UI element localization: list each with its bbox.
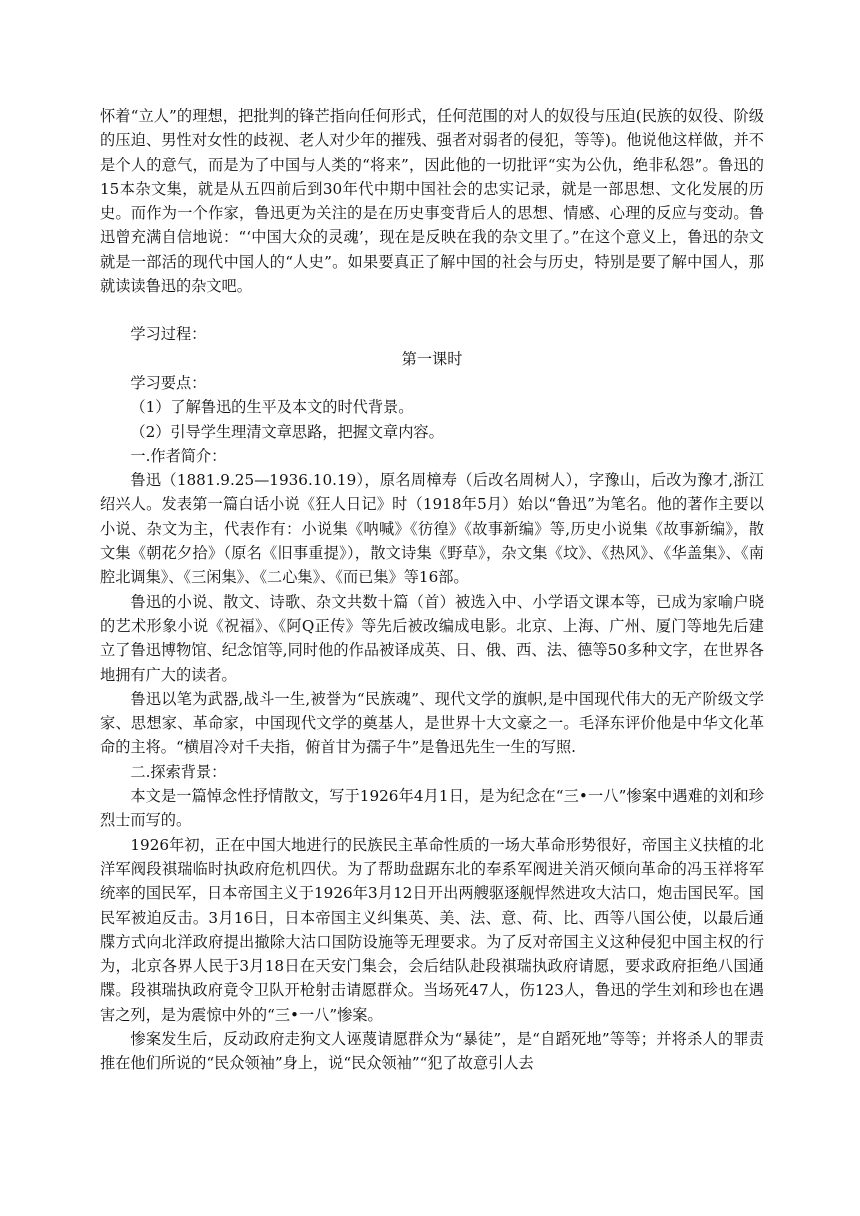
- author-paragraph: 鲁迅的小说、散文、诗歌、杂文共数十篇（首）被选入中、小学语文课本等，已成为家喻户晓的艺术形象小说《祝福》、《阿Q正传》等先后被改编成电影。北京、上海、广州、厦门等地先后建立了鲁迅博物馆、纪念馆等,同时他的作品被译成英、日、俄、西、法、德等50多种文字，在世界各地拥有广大的读者。: [100, 592, 764, 684]
- document-page: [100, 104, 764, 1076]
- spacer: [100, 298, 764, 322]
- background-paragraph: 1926年初，正在中国大地进行的民族民主革命性质的一场大革命形势很好，帝国主义扶植的北洋军阀段祺瑞临时执政府危机四伏。为了帮助盘踞东北的奉系军阀进关消灭倾向革命的冯玉祥将军统率的国民军，日本帝国主义于1926年3月12日开出两艘驱逐舰悍然进攻大沽口，炮击国民军。国民军被迫反击。3月16日，日本帝国主义纠集英、美、法、意、荷、比、西等八国公使，以最后通牒方式向北洋政府提出撤除大沽口国防设施等无理要求。为了反对帝国主义这种侵犯中国主权的行为，北京各界人民于3月18日在天安门集会，会后结队赴段祺瑞执政府请愿，要求政府拒绝八国通牒。段祺瑞执政府竟令卫队开枪射击请愿群众。当场死47人，伤123人，鲁迅的学生刘和珍也在遇害之列，是为震惊中外的“三•一八”惨案。: [100, 835, 764, 1024]
- section-heading-background: 二.探索背景：: [130, 762, 227, 781]
- author-paragraph: 鲁迅（1881.9.25—1936.10.19），原名周樟寿（后改名周树人），字豫山，后改为豫才,浙江绍兴人。发表第一篇白话小说《狂人日记》时（1918年5月）始以“鲁迅”为笔名。他的著作主要以小说、杂文为主，代表作有：小说集《呐喊》《彷徨》《故事新编》等,历史小说集《故事新编》，散文集《朝花夕拾》（原名《旧事重提》），散文诗集《野草》，杂文集《坟》、《热风》、《华盖集》、《南腔北调集》、《三闲集》、《二心集》、《而已集》等16部。: [100, 471, 764, 587]
- key-point-item: （1）了解鲁迅的生平及本文的时代背景。: [130, 398, 414, 417]
- author-paragraph: 鲁迅以笔为武器,战斗一生,被誉为“民族魂”、现代文学的旗帜,是中国现代伟大的无产阶级文学家、思想家、革命家，中国现代文学的奠基人，是世界十大文豪之一。毛泽东评价他是中华文化革命的主将。“横眉冷对千夫指，俯首甘为孺子牛”是鲁迅先生一生的写照.: [100, 689, 764, 757]
- section-heading-author: 一.作者简介：: [130, 446, 227, 465]
- background-paragraph: 本文是一篇悼念性抒情散文，写于1926年4月1日，是为纪念在“三•一八”惨案中遇难的刘和珍烈士而写的。: [100, 787, 764, 830]
- key-point-item: （2）引导学生理清文章思路，把握文章内容。: [130, 422, 444, 441]
- key-points-label: 学习要点：: [130, 373, 207, 392]
- learning-process-label: 学习过程：: [130, 325, 207, 344]
- background-paragraph: 惨案发生后，反动政府走狗文人诬蔑请愿群众为“暴徒”，是“自蹈死地”等等；并将杀人的罪责推在他们所说的“民众领袖”身上，说“民众领袖”“犯了故意引人去: [100, 1029, 764, 1073]
- lesson-title: 第一课时: [401, 349, 463, 368]
- intro-paragraph: 怀着“立人”的理想，把批判的锋芒指向任何形式，任何范围的对人的奴役与压迫(民族的奴役、阶级的压迫、男性对女性的歧视、老人对少年的摧残、强者对弱者的侵犯，等等)。他说他这样做，并不是个人的意气，而是为了中国与人类的“将来”，因此他的一切批评“实为公仇，绝非私怨”。鲁迅的15本杂文集，就是从五四前后到30年代中期中国社会的忠实记录，就是一部思想、文化发展的历史。而作为一个作家，鲁迅更为关注的是在历史事变背后人的思想、情感、心理的反应与变动。鲁迅曾充满自信地说：“‘中国大众的灵魂’，现在是反映在我的杂文里了。”在这个意义上，鲁迅的杂文就是一部活的现代中国人的“人史”。如果要真正了解中国的社会与历史，特别是要了解中国人，那就读读鲁迅的杂文吧。: [100, 107, 764, 296]
